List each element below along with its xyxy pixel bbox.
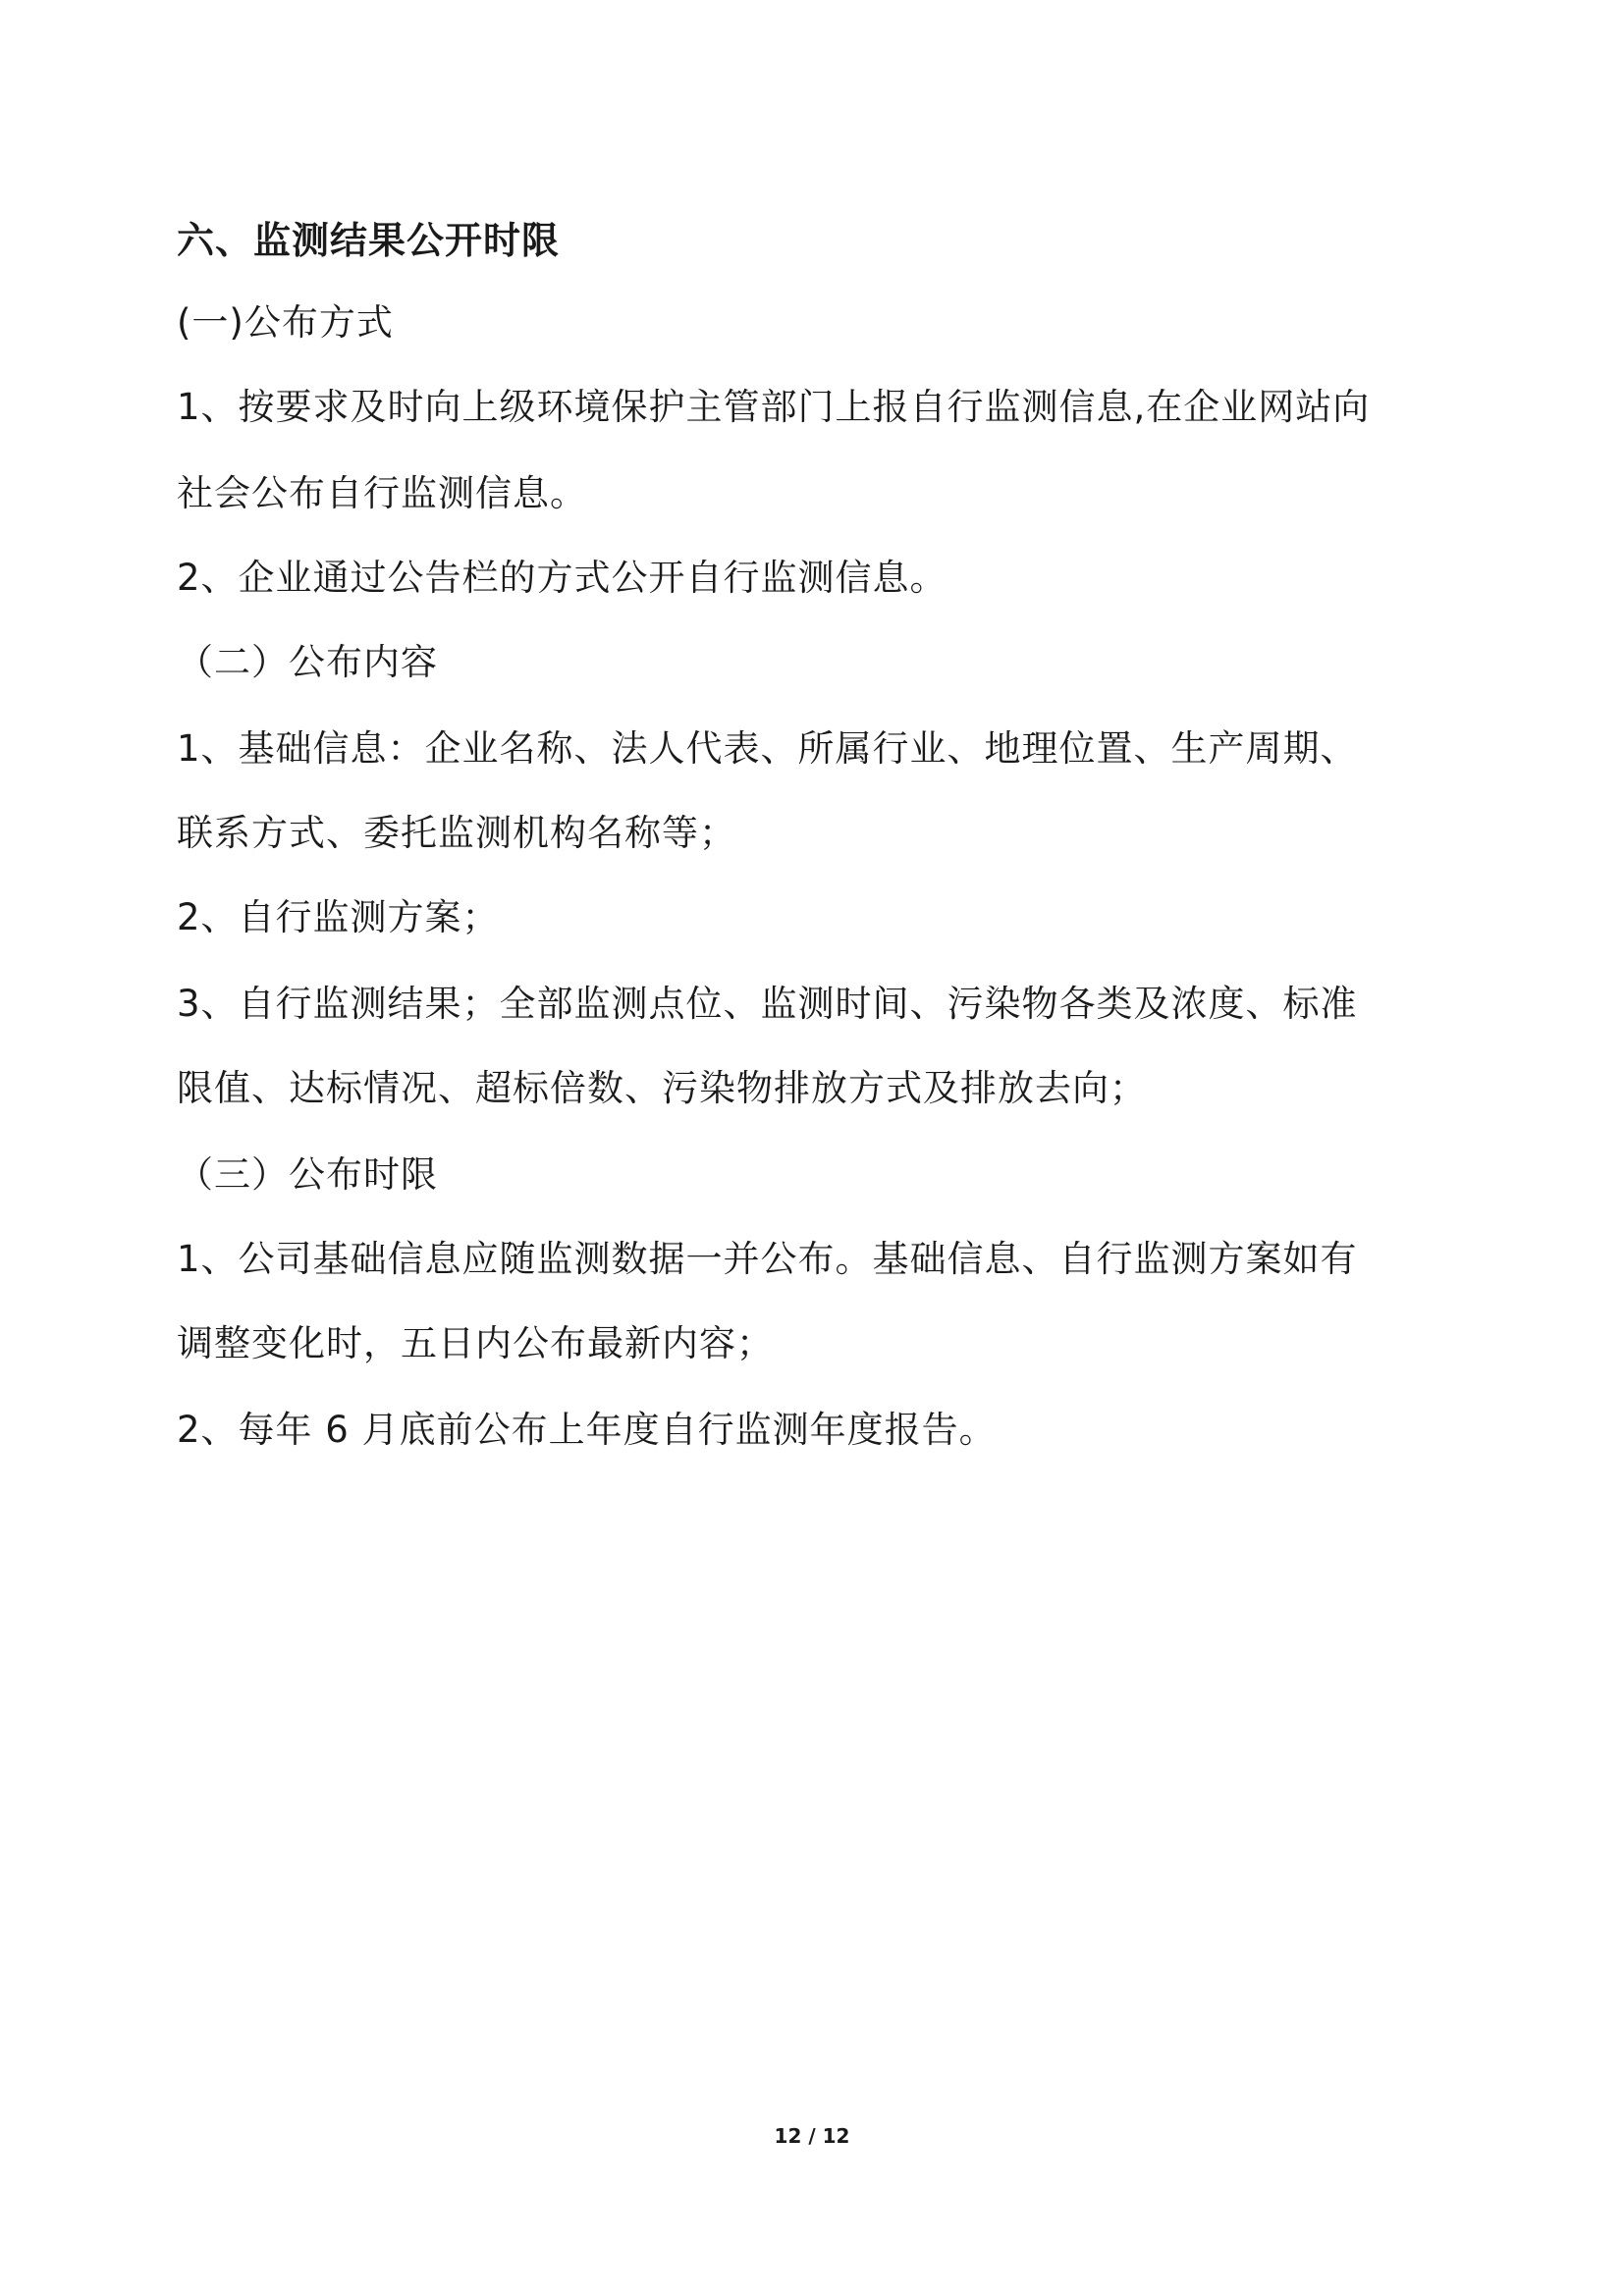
paragraph-line: 1、按要求及时向上级环境保护主管部门上报自行监测信息,在企业网站向 <box>177 386 1371 428</box>
paragraph-line: 3、自行监测结果；全部监测点位、监测时间、污染物各类及浓度、标准 <box>177 983 1358 1025</box>
subsection-title-publish-deadline: （三）公布时限 <box>177 1153 438 1196</box>
paragraph-line: 1、公司基础信息应随监测数据一并公布。基础信息、自行监测方案如有 <box>177 1238 1358 1280</box>
paragraph-line: 2、自行监测方案； <box>177 896 500 938</box>
paragraph-line: 限值、达标情况、超标倍数、污染物排放方式及排放去向； <box>177 1067 1147 1109</box>
paragraph-line: 2、企业通过公告栏的方式公开自行监测信息。 <box>177 557 947 599</box>
subsection-title-publish-content: （二）公布内容 <box>177 641 438 683</box>
paragraph-line: 2、每年 6 月底前公布上年度自行监测年度报告。 <box>177 1409 997 1451</box>
paragraph-line: 1、基础信息：企业名称、法人代表、所属行业、地理位置、生产周期、 <box>177 727 1358 770</box>
paragraph-line: 调整变化时，五日内公布最新内容； <box>177 1322 774 1364</box>
paragraph-line: 社会公布自行监测信息。 <box>177 472 587 514</box>
section-heading: 六、监测结果公开时限 <box>177 219 561 262</box>
subsection-title-publish-method: (一)公布方式 <box>177 301 394 344</box>
paragraph-line: 联系方式、委托监测机构名称等； <box>177 812 736 854</box>
page-number: 12 / 12 <box>774 2124 850 2148</box>
